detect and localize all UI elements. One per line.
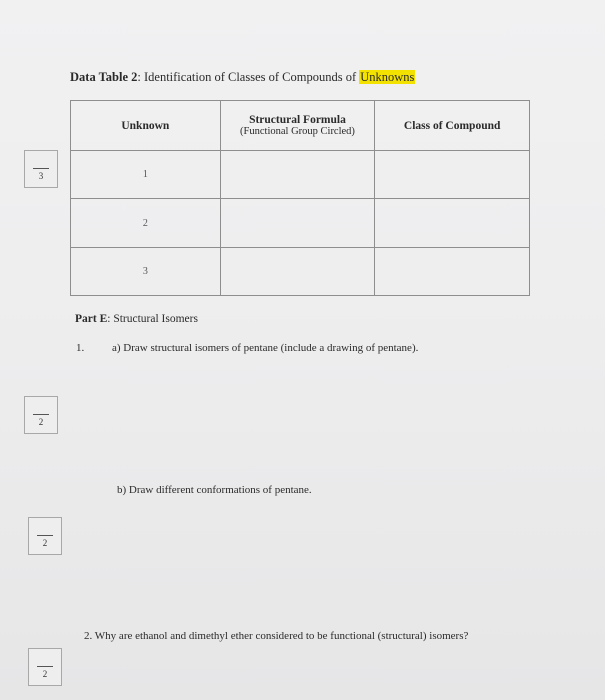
table-row: [71, 151, 530, 199]
unknown-number-cell: 3: [71, 247, 221, 295]
score-box-q1b[interactable]: [28, 517, 62, 555]
structural-formula-cell[interactable]: [220, 199, 375, 247]
table-row: [71, 247, 530, 295]
question-1-number: 1.: [76, 342, 85, 354]
score-line: [33, 414, 49, 415]
class-of-compound-cell[interactable]: [375, 199, 530, 247]
part-e-heading: [75, 313, 198, 325]
class-of-compound-cell[interactable]: [375, 151, 530, 199]
score-points: 2: [38, 417, 44, 427]
score-points: 3: [38, 171, 44, 181]
table-title-text: : Identification of Classes of Compounds of: [137, 70, 360, 84]
score-box-table[interactable]: [24, 150, 58, 188]
header-structural-formula: [220, 101, 375, 151]
data-table-2: [70, 100, 530, 296]
unknown-number-cell: 2: [71, 199, 221, 247]
table-header-row: [71, 101, 530, 151]
question-1a: a) Draw structural isomers of pentane (include a drawing of pentane).: [112, 342, 419, 354]
question-1b: b) Draw different conformations of pentane.: [117, 484, 312, 496]
score-line: [33, 168, 49, 169]
table-title-highlight: Unknowns: [360, 70, 415, 84]
header-unknown: Unknown: [71, 101, 221, 151]
table-title-bold: Data Table 2: [70, 70, 138, 84]
score-points: 2: [42, 669, 48, 679]
header-structural-formula-sub: (Functional Group Circled): [240, 126, 355, 138]
score-box-q1a[interactable]: [24, 396, 58, 434]
score-line: [37, 535, 53, 536]
header-structural-formula-label: Structural Formula: [249, 114, 346, 127]
score-box-q2[interactable]: [28, 648, 62, 686]
score-points: 2: [42, 538, 48, 548]
unknown-number-cell: 1: [71, 151, 221, 199]
class-of-compound-cell[interactable]: [375, 247, 530, 295]
table-title: [70, 70, 415, 85]
structural-formula-cell[interactable]: [220, 151, 375, 199]
question-2: 2. Why are ethanol and dimethyl ether considered to be functional (structural) isomers?: [84, 630, 469, 642]
score-line: [37, 666, 53, 667]
part-e-title: : Structural Isomers: [107, 313, 198, 325]
table-row: [71, 199, 530, 247]
structural-formula-cell[interactable]: [220, 247, 375, 295]
header-class-of-compound: Class of Compound: [375, 101, 530, 151]
part-e-label: Part E: [75, 313, 108, 325]
